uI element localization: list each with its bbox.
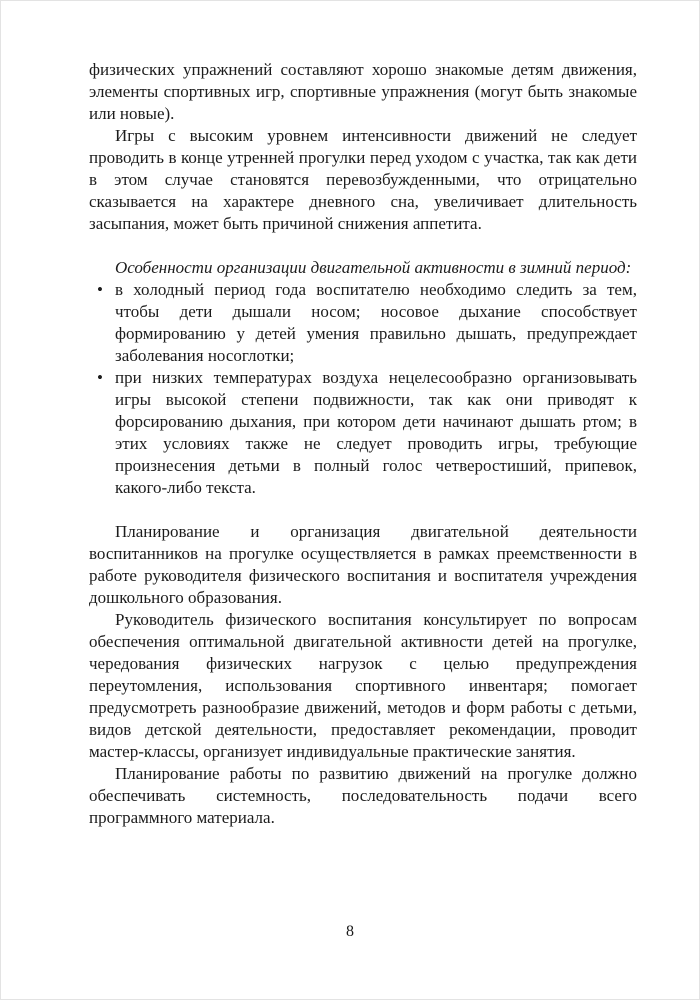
list-item-low-temperatures: • при низких температурах воздуха нецелесообразно организовывать игры высокой степени подвижности, так как они приводят к форсированию дыхания, при котором дети начинают дышать ртом; в этих условиях также не следует проводить игры, требующие произнесения детьми в полный голос четверостиший, припевок, какого-либо текста. bbox=[89, 367, 637, 499]
paragraph-games-intensity: Игры с высоким уровнем интенсивности движений не следует проводить в конце утренней прогулки перед уходом с участка, так как дети в этом случае становятся перевозбужденными, что отрицательно сказывается на характере дневного сна, увеличивает длительность засыпания, может быть причиной снижения аппетита. bbox=[89, 126, 637, 233]
list-item-nose-breathing: • в холодный период года воспитателю необходимо следить за тем, чтобы дети дышали носом; носовое дыхание способствует формированию у детей умения правильно дышать, предупреждает заболевания носоглотки; bbox=[89, 279, 637, 367]
page-number: 8 bbox=[346, 923, 354, 940]
section-heading-winter: Особенности организации двигательной активности в зимний период: bbox=[115, 258, 632, 277]
paragraph-spacer bbox=[89, 499, 637, 521]
page-text-block bbox=[89, 59, 637, 829]
paragraph-planning: Планирование и организация двигательной деятельности воспитанников на прогулке осуществляется в рамках преемственности в работе руководителя физического воспитания и воспитателя учреждения дошкольного образования. bbox=[89, 522, 637, 607]
paragraph-spacer bbox=[89, 235, 637, 257]
paragraph-continuation: физических упражнений составляют хорошо знакомые детям движения, элементы спортивных игр, спортивные упражнения (могут быть знакомые или новые). bbox=[89, 60, 637, 123]
bullet-list bbox=[89, 279, 637, 499]
paragraph-supervisor: Руководитель физического воспитания консультирует по вопросам обеспечения оптимальной двигательной активности детей на прогулке, чередования физических нагрузок с целью предупреждения переутомления, использования спортивного инвентаря; помогает предусмотреть разнообразие движений, методов и форм работы с детьми, видов детской деятельности, предоставляет рекомендации, проводит мастер-классы, организует индивидуальные практические занятия. bbox=[89, 610, 637, 761]
paragraph-systematic: Планирование работы по развитию движений на прогулке должно обеспечивать системность, последовательность подачи всего программного материала. bbox=[89, 764, 637, 827]
